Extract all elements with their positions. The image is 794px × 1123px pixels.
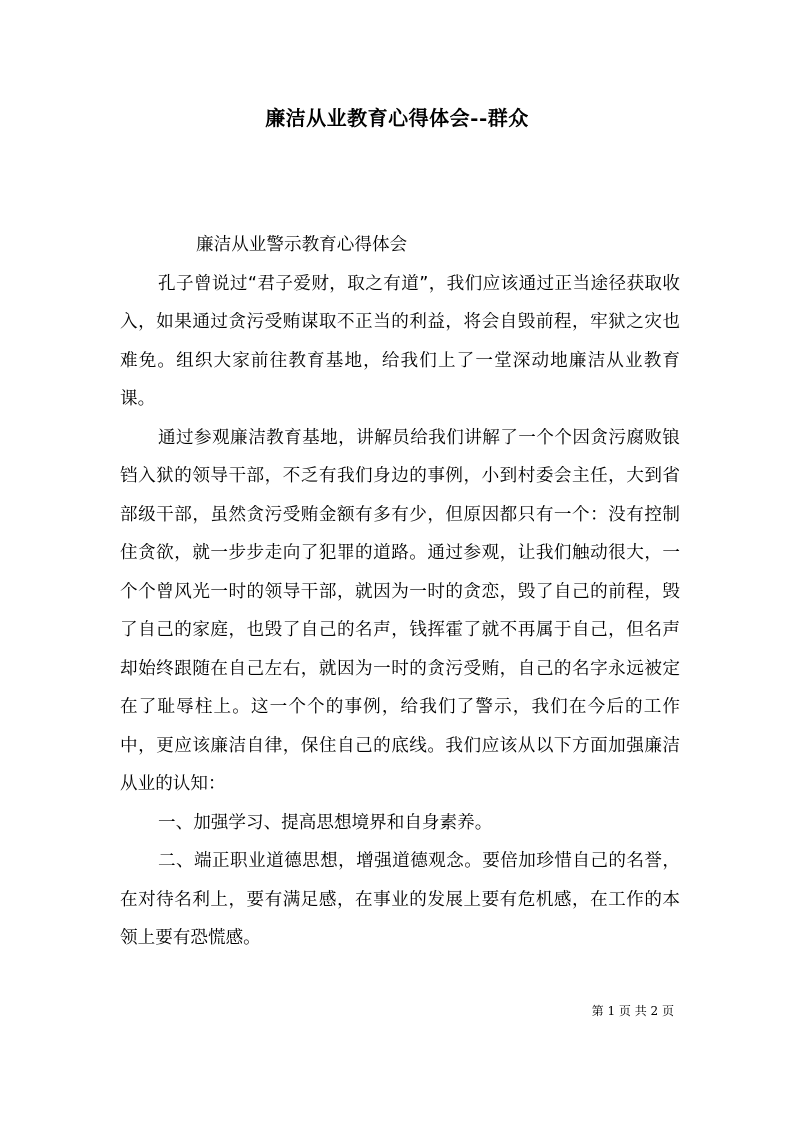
paragraph-4: 二、端正职业道德思想，增强道德观念。要倍加珍惜自己的名誉，在对待名利上，要有满足感，在事业的发展上要有危机感，在工作的本领上要有恐慌感。 [120,851,680,948]
paragraph-2: 通过参观廉洁教育基地，讲解员给我们讲解了一个个因贪污腐败锒铛入狱的领导干部，不乏有我们身边的事例，小到村委会主任，大到省部级干部，虽然贪污受贿金额有多有少，但原因都只有一个：没有控制住贪欲，就一步步走向了犯罪的道路。通过参观，让我们触动很大，一个个曾风光一时的领导干部，就因为一时的贪恋，毁了自己的前程，毁了自己的家庭，也毁了自己的名声，钱挥霍了就不再属于自己，但名声却始终跟随在自己左右，就因为一时的贪污受贿，自己的名字永远被定在了耻辱柱上。这一个个的事例，给我们了警示，我们在今后的工作中，更应该廉洁自律，保住自己的底线。我们应该从以下方面加强廉洁从业的认知： [120,427,680,794]
page-number-footer: 第 1 页 共 2 页 [591,1004,674,1018]
document-title: 廉洁从业教育心得体会--群众 [265,106,529,130]
document-subtitle: 廉洁从业警示教育心得体会 [196,235,408,255]
paragraph-1: 孔子曾说过“君子爱财，取之有道”，我们应该通过正当途径获取收入，如果通过贪污受贿谋取不正当的利益，将会自毁前程，牢狱之灾也难免。组织大家前往教育基地，给我们上了一堂深动地廉洁从业教育课。 [120,273,680,409]
paragraph-3: 一、加强学习、提高思想境界和自身素养。 [158,812,493,833]
document-body [120,226,680,958]
